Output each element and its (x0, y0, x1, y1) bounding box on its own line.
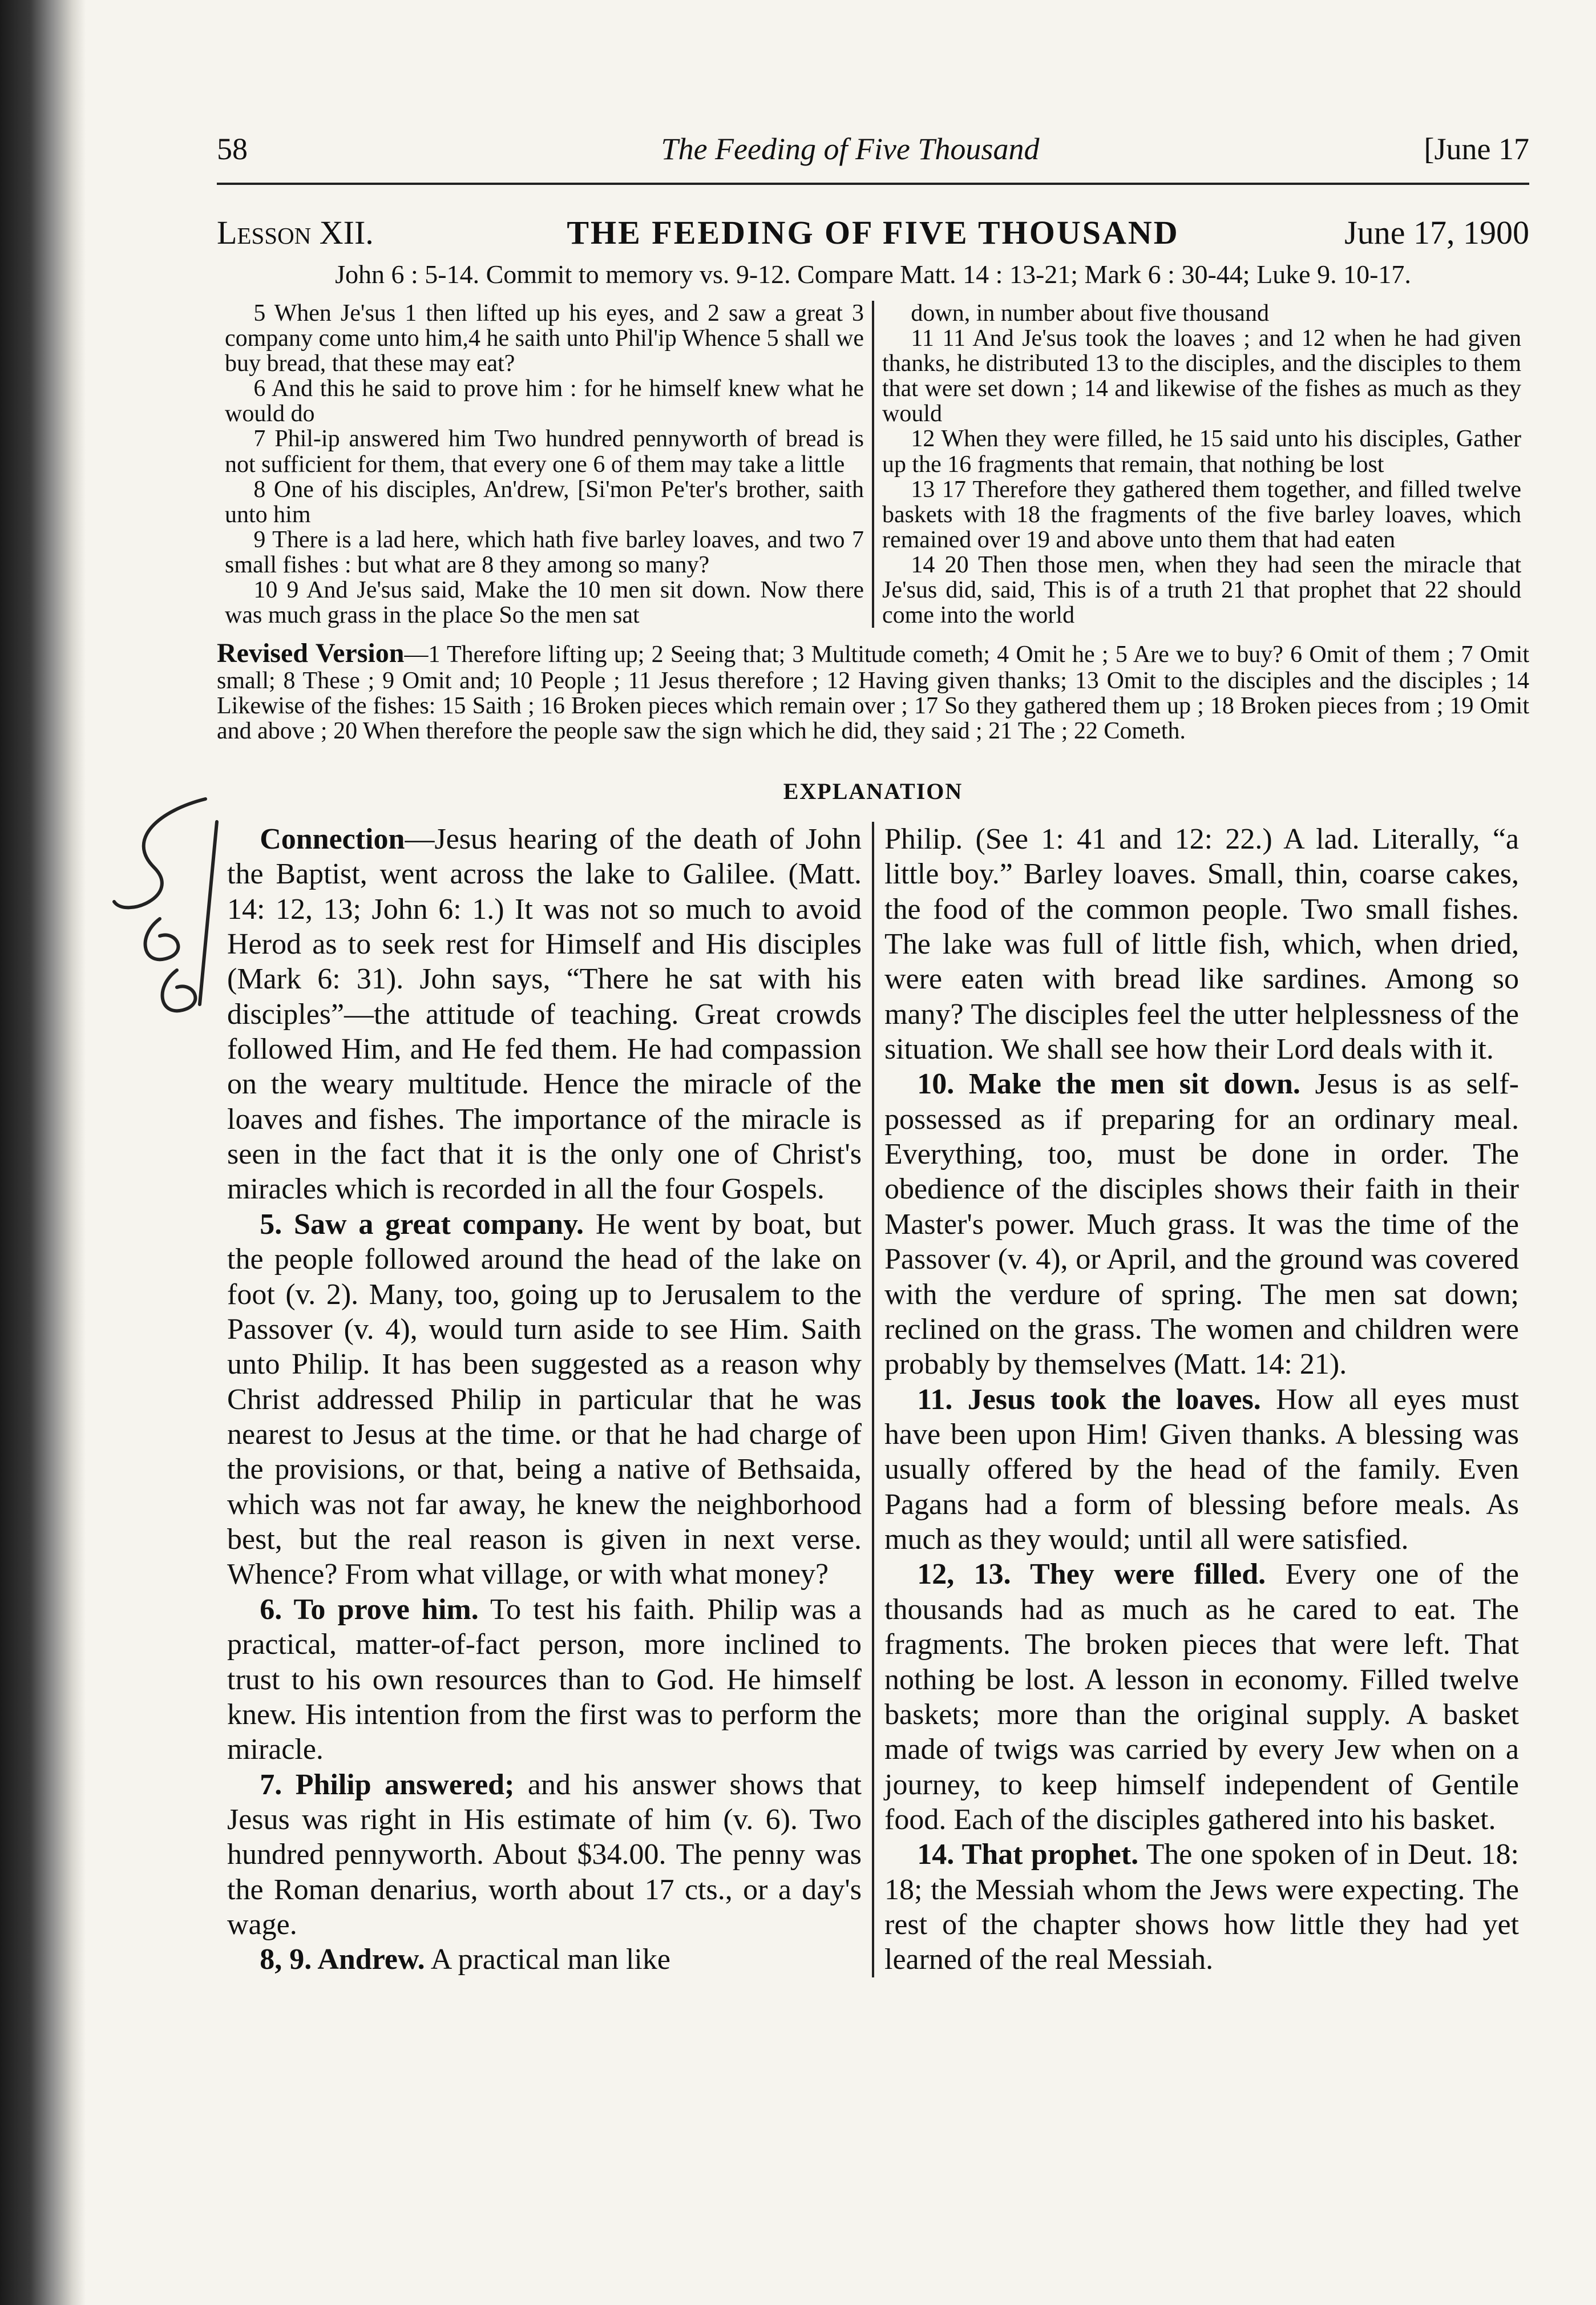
paragraph-lead: 7. Philip answered; (260, 1768, 515, 1801)
paragraph-lead: 14. That prophet. (917, 1838, 1139, 1871)
paragraph-body: A practical man like (425, 1943, 670, 1976)
verse: 8 One of his disciples, An'drew, [Si'mon Pe'ter's brother, saith unto him (225, 476, 864, 528)
paragraph (227, 1942, 862, 1977)
explanation-text (217, 822, 1529, 1977)
paragraph-body: Every one of the thousands had as much as he cared to eat. The fragments. The broken pieces that were left. That nothing be lost. A lesson in economy. Filled twelve baskets; more than the original supply. A basket made of twigs was carried by every Jew when on a journey, to keep himself independent of Gentile food. Each of the disciples gathered into his basket. (884, 1558, 1519, 1836)
paragraph-body: and his answer shows that Jesus was right in His estimate of him (v. 6). Two hundred pennyworth. About $34.00. The penny was the Roman denarius, worth about 17 cts., or a day's wage. (227, 1768, 862, 1941)
paragraph-lead: Connection (260, 822, 405, 855)
paragraph (884, 1382, 1519, 1557)
paragraph (227, 822, 862, 1207)
paragraph-lead: 8, 9. Andrew. (260, 1943, 425, 1976)
paragraph-lead: 10. Make the men sit down. (917, 1068, 1300, 1101)
running-date: [June 17 (1424, 132, 1529, 166)
paragraph (227, 1592, 862, 1767)
paragraph-lead: 5. Saw a great company. (260, 1208, 584, 1241)
lesson-heading (217, 208, 1529, 259)
paragraph-lead: 12, 13. They were filled. (917, 1558, 1266, 1591)
lesson-date: June 17, 1900 (1344, 214, 1529, 251)
paragraph-body: Philip. (See 1: 41 and 12: 22.) A lad. Literally, “a little boy.” Barley loaves. Small, thin, coarse cakes, the food of the common people. Two small fishes. The lake was full of little fish, which, when dried, were eaten with bread like sardines. Among so many? The disciples feel the utter helplessness of the situation. We shall see how their Lord deals with it. (884, 822, 1519, 1066)
lesson-title: THE FEEDING OF FIVE THOUSAND (567, 214, 1179, 251)
verse: 12 When they were filled, he 15 said unto his disciples, Gather up the 16 fragments that remain, that nothing be lost (882, 426, 1521, 478)
explanation-right-column (872, 822, 1529, 1977)
paragraph-body: The one spoken of in Deut. 18: 18; the Messiah whom the Jews were expecting. The rest of the chapter shows how little they had yet learned of the real Messiah. (884, 1838, 1520, 1976)
paragraph (227, 1767, 862, 1943)
page-number: 58 (217, 132, 248, 166)
verse: 7 Phil-ip answered him Two hundred pennyworth of bread is not sufficient for them, that every one 6 of them may take a little (225, 426, 864, 478)
paragraph (884, 1837, 1519, 1977)
lesson-number: Lesson XII. (217, 214, 374, 251)
running-head (171, 114, 1529, 183)
paragraph (227, 1207, 862, 1592)
paragraph-lead: 11. Jesus took the loaves. (917, 1383, 1261, 1416)
revised-version-label: Revised Version (217, 638, 405, 669)
verse: 10 9 And Je'sus said, Make the 10 men sit down. Now there was much grass in the place So the men sat (225, 577, 864, 629)
verse: 13 17 Therefore they gathered them together, and filled twelve baskets with 18 the fragments of the five barley loaves, which remained over 19 and above unto them that had eaten (882, 476, 1521, 553)
scripture-references: John 6 : 5-14. Commit to memory vs. 9-12. Compare Matt. 14 : 13-21; Mark 6 : 30-44; Luke 9. 10-17. (335, 260, 1411, 289)
verse: 9 There is a lad here, which hath five barley loaves, and two 7 small fishes : but what are 8 they among so many? (225, 526, 864, 578)
paragraph-body: He went by boat, but the people followed around the head of the lake on foot (v. 2). Many, too, going up to Jerusalem to the Passover (v. 4), would turn aside to see Him. Saith unto Philip. It has been suggested as a reason why Christ addressed Philip in particular that he was nearest to Jesus at the time. or that he had charge of the provisions, or that, being a native of Bethsaida, which was not far away, he knew the neighborhood best, but the real reason is given in next verse. Whence? From what village, or with what money? (227, 1208, 862, 1591)
paragraph-body: Jesus is as self-possessed as if preparing for an ordinary meal. Everything, too, must be done in order. The obedience of the disciples shows their faith in their Master's power. Much grass. It was the time of the Passover (v. 4), or April, and the ground was covered with the verdure of spring. The men sat down; reclined on the grass. The women and children were probably by themselves (Matt. 14: 21). (884, 1068, 1520, 1381)
verse: 6 And this he said to prove him : for he himself knew what he would do (225, 376, 864, 427)
paragraph-lead: 6. To prove him. (260, 1593, 479, 1626)
paragraph (884, 1557, 1519, 1837)
verse: 14 20 Then those men, when they had seen the miracle that Je'sus did, said, This is of a truth 21 that prophet that 22 should come into the world (882, 551, 1521, 629)
paragraph (884, 1067, 1519, 1382)
explanation-heading: EXPLANATION (783, 778, 963, 804)
paragraph-body: To test his faith. Philip was a practical, matter-of-fact person, more inclined to trust to his own resources than to God. He himself knew. His intention from the first was to perform the miracle. (227, 1593, 862, 1766)
verse: 11 11 And Je'sus took the loaves ; and 12 when he had given thanks, he distributed 13 to the disciples, and the disciples to them that were set down ; 14 and likewise of the fishes as much as they would (882, 325, 1521, 427)
revised-version-text: —1 Therefore lifting up; 2 Seeing that; 3 Multitude cometh; 4 Omit he ; 5 Are we to buy? 6 Omit of them ; 7 Omit small; 8 These ; 9 Omit and; 10 People ; 11 Jesus therefore ; 12 Having given thanks; 13 Omit to the disciples and the disciples ; 14 Likewise of the fishes: 15 Saith ; 16 Broken pieces which remain over ; 17 So they gathered them up ; 18 Broken pieces from ; 19 Omit and above ; 20 When therefore the people saw the sign which he did, they said ; 21 The ; 22 Cometh. (217, 641, 1530, 744)
verse: 5 When Je'sus 1 then lifted up his eyes, and 2 saw a great 3 company come unto him,4 he saith unto Phil'ip Whence 5 shall we buy bread, that these may eat? (225, 300, 864, 377)
scripture-left-column (217, 301, 872, 628)
paragraph-body: How all eyes must have been upon Him! Given thanks. A blessing was usually offered by the head of the family. Even Pagans had a form of blessing before meals. As much as they would; until all were satisfied. (884, 1383, 1519, 1556)
page (171, 114, 1529, 1977)
explanation-left-column (217, 822, 872, 1977)
book-binding-shadow (0, 0, 86, 2305)
paragraph (884, 822, 1519, 1067)
running-title: The Feeding of Five Thousand (661, 132, 1040, 166)
scripture-right-column (872, 301, 1529, 628)
header-rule (217, 183, 1529, 185)
revised-version-notes (217, 639, 1529, 744)
scripture-text (217, 301, 1529, 628)
verse: down, in number about five thousand (911, 300, 1269, 326)
paragraph-body: —Jesus hearing of the death of John the Baptist, went across the lake to Galilee. (Matt. 14: 12, 13; John 6: 1.) It was not so much to avoid Herod as to seek rest for Himself and His disciples (Mark 6: 31). John says, “There he sat with his disciples”—the attitude of teaching. Great crowds followed Him, and He fed them. He had compassion on the weary multitude. Hence the miracle of the loaves and fishes. The importance of the miracle is seen in the fact that it is the only one of Christ's miracles which is recorded in all the four Gospels. (227, 822, 862, 1206)
